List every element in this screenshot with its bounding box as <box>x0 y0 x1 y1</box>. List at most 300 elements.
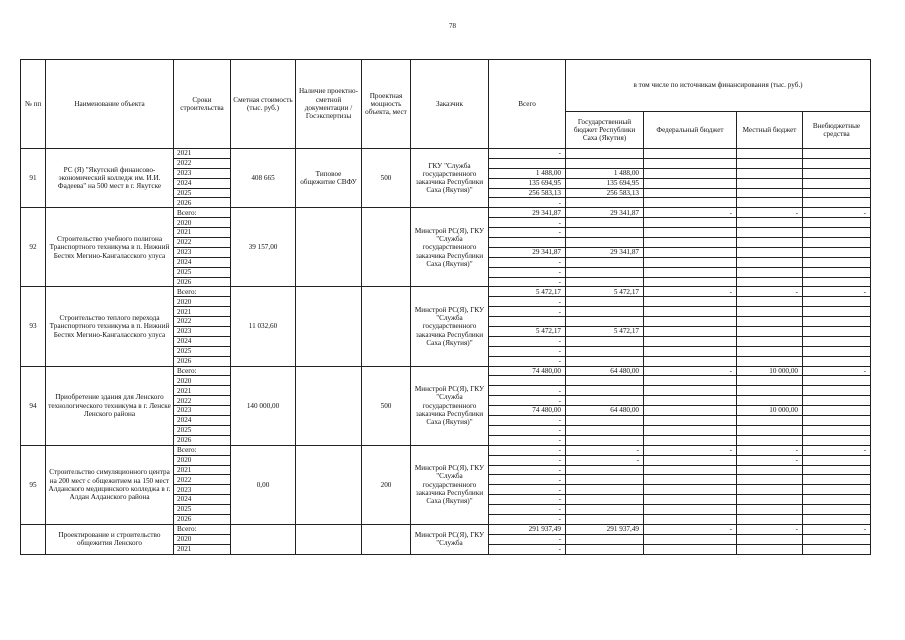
local-budget-amount <box>737 228 803 238</box>
construction-year: 2025 <box>174 188 231 198</box>
construction-year: 2021 <box>174 544 231 554</box>
object-name: Строительство симуляционного центра на 200 мест с общежитием на 150 мест Алданского медицинского колледжа в г. Алдан Алданского района <box>46 445 174 524</box>
republic-budget-amount <box>566 505 644 515</box>
off-budget-amount <box>803 544 871 554</box>
off-budget-amount <box>803 188 871 198</box>
local-budget-amount <box>737 514 803 524</box>
republic-budget-amount <box>566 158 644 168</box>
republic-budget-amount <box>566 514 644 524</box>
total-amount: 135 694,95 <box>489 178 566 188</box>
construction-year: 2026 <box>174 277 231 287</box>
federal-budget-amount <box>644 514 737 524</box>
construction-year: 2026 <box>174 514 231 524</box>
construction-year: Всего: <box>174 208 231 218</box>
customer: ГКУ "Служба государственного заказчика Республики Саха (Якутия)" <box>411 149 489 208</box>
local-budget-amount <box>737 346 803 356</box>
off-budget-amount <box>803 514 871 524</box>
total-amount <box>489 158 566 168</box>
local-budget-amount <box>737 158 803 168</box>
construction-year: 2022 <box>174 475 231 485</box>
page-number: 78 <box>449 22 456 30</box>
federal-budget-amount <box>644 544 737 554</box>
local-budget-amount <box>737 277 803 287</box>
design-documentation <box>296 366 362 445</box>
federal-budget-amount <box>644 168 737 178</box>
off-budget-amount <box>803 416 871 426</box>
total-amount <box>489 238 566 248</box>
republic-budget-amount <box>566 396 644 406</box>
off-budget-amount <box>803 376 871 386</box>
table-row <box>21 149 871 159</box>
local-budget-amount <box>737 168 803 178</box>
off-budget-amount <box>803 465 871 475</box>
republic-budget-amount <box>566 425 644 435</box>
off-budget-amount <box>803 346 871 356</box>
total-amount: 29 341,87 <box>489 208 566 218</box>
republic-budget-amount <box>566 257 644 267</box>
table-header <box>21 60 871 149</box>
construction-year: 2024 <box>174 257 231 267</box>
construction-year: Всего: <box>174 366 231 376</box>
object-name: Строительство теплого перехода Транспортного техникума в п. Нижний Бестях Мегино-Кангаласского улуса <box>46 287 174 366</box>
local-budget-amount <box>737 297 803 307</box>
local-budget-amount <box>737 396 803 406</box>
header-src-local: Местный бюджет <box>737 112 803 149</box>
construction-year: Всего: <box>174 287 231 297</box>
design-capacity: 500 <box>362 149 411 208</box>
local-budget-amount <box>737 307 803 317</box>
construction-year: 2026 <box>174 435 231 445</box>
federal-budget-amount: - <box>644 366 737 376</box>
total-amount: - <box>489 534 566 544</box>
federal-budget-amount <box>644 534 737 544</box>
design-documentation <box>296 445 362 524</box>
total-amount: - <box>489 307 566 317</box>
total-amount: - <box>489 228 566 238</box>
federal-budget-amount <box>644 386 737 396</box>
republic-budget-amount: 29 341,87 <box>566 247 644 257</box>
off-budget-amount <box>803 297 871 307</box>
local-budget-amount <box>737 188 803 198</box>
off-budget-amount <box>803 406 871 416</box>
republic-budget-amount <box>566 346 644 356</box>
estimated-cost: 11 032,60 <box>231 287 296 366</box>
federal-budget-amount <box>644 495 737 505</box>
total-amount: - <box>489 514 566 524</box>
construction-year: 2024 <box>174 416 231 426</box>
total-amount <box>489 317 566 327</box>
total-amount: 291 937,49 <box>489 524 566 534</box>
republic-budget-amount <box>566 534 644 544</box>
federal-budget-amount <box>644 247 737 257</box>
off-budget-amount <box>803 228 871 238</box>
off-budget-amount <box>803 158 871 168</box>
republic-budget-amount <box>566 238 644 248</box>
local-budget-amount <box>737 534 803 544</box>
construction-year: 2023 <box>174 406 231 416</box>
off-budget-amount: - <box>803 445 871 455</box>
republic-budget-amount <box>566 149 644 159</box>
off-budget-amount <box>803 218 871 228</box>
off-budget-amount <box>803 495 871 505</box>
financing-table <box>20 59 871 555</box>
total-amount: - <box>489 346 566 356</box>
header-capacity: Проектная мощность объекта, мест <box>362 60 411 149</box>
construction-year: 2026 <box>174 198 231 208</box>
construction-year: 2022 <box>174 317 231 327</box>
republic-budget-amount: - <box>566 445 644 455</box>
construction-year: 2021 <box>174 228 231 238</box>
construction-year: 2020 <box>174 376 231 386</box>
republic-budget-amount <box>566 277 644 287</box>
total-amount: - <box>489 297 566 307</box>
off-budget-amount <box>803 149 871 159</box>
construction-year: 2025 <box>174 425 231 435</box>
object-number: 91 <box>21 149 46 208</box>
federal-budget-amount <box>644 317 737 327</box>
total-amount: 1 488,00 <box>489 168 566 178</box>
total-amount: - <box>489 336 566 346</box>
construction-year: 2020 <box>174 455 231 465</box>
local-budget-amount <box>737 247 803 257</box>
table-row <box>21 524 871 534</box>
federal-budget-amount <box>644 277 737 287</box>
total-amount: 5 472,17 <box>489 287 566 297</box>
local-budget-amount: - <box>737 455 803 465</box>
federal-budget-amount <box>644 475 737 485</box>
republic-budget-amount <box>566 544 644 554</box>
construction-year: 2023 <box>174 485 231 495</box>
republic-budget-amount: 64 480,00 <box>566 406 644 416</box>
federal-budget-amount <box>644 485 737 495</box>
design-documentation <box>296 524 362 554</box>
construction-year: 2021 <box>174 307 231 317</box>
header-name: Наименование объекта <box>46 60 174 149</box>
header-src-offbudget: Внебюджетные средства <box>803 112 871 149</box>
federal-budget-amount <box>644 435 737 445</box>
total-amount: - <box>489 386 566 396</box>
construction-year: 2025 <box>174 267 231 277</box>
local-budget-amount <box>737 425 803 435</box>
construction-year: 2021 <box>174 465 231 475</box>
estimated-cost: 140 000,00 <box>231 366 296 445</box>
local-budget-amount <box>737 416 803 426</box>
estimated-cost <box>231 524 296 554</box>
federal-budget-amount <box>644 297 737 307</box>
republic-budget-amount <box>566 485 644 495</box>
construction-year: 2020 <box>174 218 231 228</box>
republic-budget-amount <box>566 317 644 327</box>
republic-budget-amount: 291 937,49 <box>566 524 644 534</box>
local-budget-amount <box>737 149 803 159</box>
federal-budget-amount <box>644 406 737 416</box>
local-budget-amount <box>737 238 803 248</box>
federal-budget-amount <box>644 356 737 366</box>
header-cost: Сметная стоимость (тыс. руб.) <box>231 60 296 149</box>
estimated-cost: 39 157,00 <box>231 208 296 287</box>
federal-budget-amount <box>644 425 737 435</box>
total-amount: - <box>489 465 566 475</box>
local-budget-amount <box>737 495 803 505</box>
republic-budget-amount <box>566 336 644 346</box>
total-amount: 256 583,13 <box>489 188 566 198</box>
republic-budget-amount <box>566 307 644 317</box>
object-number: 92 <box>21 208 46 287</box>
local-budget-amount <box>737 356 803 366</box>
local-budget-amount <box>737 327 803 337</box>
total-amount <box>489 376 566 386</box>
design-documentation <box>296 208 362 287</box>
local-budget-amount <box>737 267 803 277</box>
construction-year: 2020 <box>174 534 231 544</box>
republic-budget-amount: 256 583,13 <box>566 188 644 198</box>
design-documentation <box>296 287 362 366</box>
local-budget-amount <box>737 505 803 515</box>
federal-budget-amount <box>644 455 737 465</box>
republic-budget-amount: 5 472,17 <box>566 327 644 337</box>
design-capacity: 200 <box>362 445 411 524</box>
construction-year: Всего: <box>174 445 231 455</box>
off-budget-amount <box>803 455 871 465</box>
construction-year: 2024 <box>174 495 231 505</box>
table-row <box>21 208 871 218</box>
design-capacity <box>362 287 411 366</box>
republic-budget-amount <box>566 267 644 277</box>
federal-budget-amount: - <box>644 208 737 218</box>
off-budget-amount: - <box>803 208 871 218</box>
object-number: 94 <box>21 366 46 445</box>
off-budget-amount <box>803 485 871 495</box>
header-sources: в том числе по источникам финансирования (тыс. руб.) <box>566 60 871 112</box>
off-budget-amount <box>803 534 871 544</box>
customer: Минстрой РС(Я), ГКУ "Служба государственного заказчика Республики Саха (Якутия)" <box>411 208 489 287</box>
federal-budget-amount <box>644 158 737 168</box>
off-budget-amount <box>803 307 871 317</box>
construction-year: 2023 <box>174 327 231 337</box>
local-budget-amount: - <box>737 445 803 455</box>
customer: Минстрой РС(Я), ГКУ "Служба государственного заказчика Республики Саха (Якутия)" <box>411 445 489 524</box>
total-amount: 74 480,00 <box>489 366 566 376</box>
federal-budget-amount: - <box>644 524 737 534</box>
table-body <box>21 149 871 555</box>
federal-budget-amount <box>644 238 737 248</box>
federal-budget-amount <box>644 336 737 346</box>
construction-year: 2020 <box>174 297 231 307</box>
construction-year: 2025 <box>174 346 231 356</box>
federal-budget-amount <box>644 257 737 267</box>
local-budget-amount: - <box>737 524 803 534</box>
object-name: Проектирование и строительство общежития Ленского <box>46 524 174 554</box>
total-amount: - <box>489 505 566 515</box>
total-amount: 5 472,17 <box>489 327 566 337</box>
federal-budget-amount <box>644 346 737 356</box>
header-no: № пп <box>21 60 46 149</box>
off-budget-amount <box>803 396 871 406</box>
federal-budget-amount <box>644 218 737 228</box>
construction-year: 2022 <box>174 238 231 248</box>
local-budget-amount <box>737 544 803 554</box>
off-budget-amount <box>803 356 871 366</box>
header-terms: Сроки строительства <box>174 60 231 149</box>
total-amount: - <box>489 445 566 455</box>
republic-budget-amount: 135 694,95 <box>566 178 644 188</box>
total-amount: 74 480,00 <box>489 406 566 416</box>
local-budget-amount <box>737 317 803 327</box>
local-budget-amount: 10 000,00 <box>737 366 803 376</box>
republic-budget-amount <box>566 475 644 485</box>
construction-year: 2024 <box>174 336 231 346</box>
construction-year: 2022 <box>174 158 231 168</box>
off-budget-amount: - <box>803 287 871 297</box>
table-row <box>21 287 871 297</box>
off-budget-amount <box>803 198 871 208</box>
federal-budget-amount <box>644 149 737 159</box>
republic-budget-amount <box>566 376 644 386</box>
total-amount: - <box>489 198 566 208</box>
construction-year: 2024 <box>174 178 231 188</box>
off-budget-amount <box>803 267 871 277</box>
federal-budget-amount <box>644 327 737 337</box>
off-budget-amount <box>803 386 871 396</box>
local-budget-amount <box>737 336 803 346</box>
republic-budget-amount: 1 488,00 <box>566 168 644 178</box>
construction-year: 2021 <box>174 149 231 159</box>
object-number: 95 <box>21 445 46 524</box>
total-amount: - <box>489 356 566 366</box>
local-budget-amount <box>737 376 803 386</box>
republic-budget-amount: 64 480,00 <box>566 366 644 376</box>
local-budget-amount: - <box>737 208 803 218</box>
total-amount: - <box>489 257 566 267</box>
construction-year: 2021 <box>174 386 231 396</box>
construction-year: Всего: <box>174 524 231 534</box>
republic-budget-amount <box>566 495 644 505</box>
federal-budget-amount <box>644 307 737 317</box>
object-number <box>21 524 46 554</box>
header-src-republic: Государственный бюджет Республики Саха (Якутия) <box>566 112 644 149</box>
table-row <box>21 366 871 376</box>
off-budget-amount <box>803 425 871 435</box>
total-amount: - <box>489 267 566 277</box>
header-docs: Наличие проектно-сметной документации /Госэкспертизы <box>296 60 362 149</box>
construction-year: 2026 <box>174 356 231 366</box>
republic-budget-amount: - <box>566 455 644 465</box>
object-name: Приобретение здания для Ленского технологического техникума в г. Ленске Ленского района <box>46 366 174 445</box>
local-budget-amount <box>737 178 803 188</box>
federal-budget-amount <box>644 198 737 208</box>
header-customer: Заказчик <box>411 60 489 149</box>
federal-budget-amount <box>644 228 737 238</box>
total-amount: - <box>489 416 566 426</box>
republic-budget-amount: 29 341,87 <box>566 208 644 218</box>
total-amount: - <box>489 485 566 495</box>
construction-year: 2025 <box>174 505 231 515</box>
customer: Минстрой РС(Я), ГКУ "Служба <box>411 524 489 554</box>
total-amount: - <box>489 495 566 505</box>
construction-year: 2023 <box>174 247 231 257</box>
estimated-cost: 0,00 <box>231 445 296 524</box>
header-src-federal: Федеральный бюджет <box>644 112 737 149</box>
design-capacity <box>362 524 411 554</box>
total-amount: - <box>489 544 566 554</box>
local-budget-amount <box>737 198 803 208</box>
local-budget-amount <box>737 386 803 396</box>
total-amount: - <box>489 396 566 406</box>
republic-budget-amount <box>566 435 644 445</box>
total-amount: - <box>489 218 566 228</box>
off-budget-amount <box>803 327 871 337</box>
off-budget-amount: - <box>803 366 871 376</box>
federal-budget-amount <box>644 396 737 406</box>
republic-budget-amount <box>566 198 644 208</box>
off-budget-amount <box>803 435 871 445</box>
off-budget-amount <box>803 178 871 188</box>
republic-budget-amount <box>566 386 644 396</box>
federal-budget-amount <box>644 188 737 198</box>
customer: Минстрой РС(Я), ГКУ "Служба государственного заказчика Республики Саха (Якутия)" <box>411 287 489 366</box>
local-budget-amount <box>737 465 803 475</box>
off-budget-amount <box>803 238 871 248</box>
header-total: Всего <box>489 60 566 149</box>
republic-budget-amount <box>566 218 644 228</box>
republic-budget-amount <box>566 416 644 426</box>
republic-budget-amount: 5 472,17 <box>566 287 644 297</box>
total-amount: - <box>489 149 566 159</box>
republic-budget-amount <box>566 228 644 238</box>
off-budget-amount <box>803 168 871 178</box>
federal-budget-amount: - <box>644 445 737 455</box>
federal-budget-amount <box>644 505 737 515</box>
total-amount: 29 341,87 <box>489 247 566 257</box>
republic-budget-amount <box>566 465 644 475</box>
off-budget-amount <box>803 257 871 267</box>
local-budget-amount: - <box>737 287 803 297</box>
local-budget-amount <box>737 485 803 495</box>
federal-budget-amount <box>644 416 737 426</box>
object-number: 93 <box>21 287 46 366</box>
off-budget-amount <box>803 277 871 287</box>
off-budget-amount <box>803 475 871 485</box>
republic-budget-amount <box>566 297 644 307</box>
total-amount: - <box>489 475 566 485</box>
design-capacity: 500 <box>362 366 411 445</box>
local-budget-amount <box>737 218 803 228</box>
design-documentation: Типовое общежитие СВФУ <box>296 149 362 208</box>
construction-year: 2023 <box>174 168 231 178</box>
total-amount: - <box>489 277 566 287</box>
estimated-cost: 408 665 <box>231 149 296 208</box>
table-row <box>21 445 871 455</box>
republic-budget-amount <box>566 356 644 366</box>
construction-year: 2022 <box>174 396 231 406</box>
federal-budget-amount <box>644 267 737 277</box>
off-budget-amount: - <box>803 524 871 534</box>
federal-budget-amount <box>644 178 737 188</box>
local-budget-amount: 10 000,00 <box>737 406 803 416</box>
total-amount: - <box>489 455 566 465</box>
off-budget-amount <box>803 317 871 327</box>
local-budget-amount <box>737 475 803 485</box>
total-amount: - <box>489 435 566 445</box>
off-budget-amount <box>803 505 871 515</box>
local-budget-amount <box>737 435 803 445</box>
object-name: Строительство учебного полигона Транспортного техникума в п. Нижний Бестях Мегино-Кангаласского улуса <box>46 208 174 287</box>
federal-budget-amount <box>644 376 737 386</box>
object-name: РС (Я) "Якутский финансово-экономический колледж им. И.И. Фадеева" на 500 мест в г. Якутске <box>46 149 174 208</box>
federal-budget-amount: - <box>644 287 737 297</box>
off-budget-amount <box>803 336 871 346</box>
local-budget-amount <box>737 257 803 267</box>
